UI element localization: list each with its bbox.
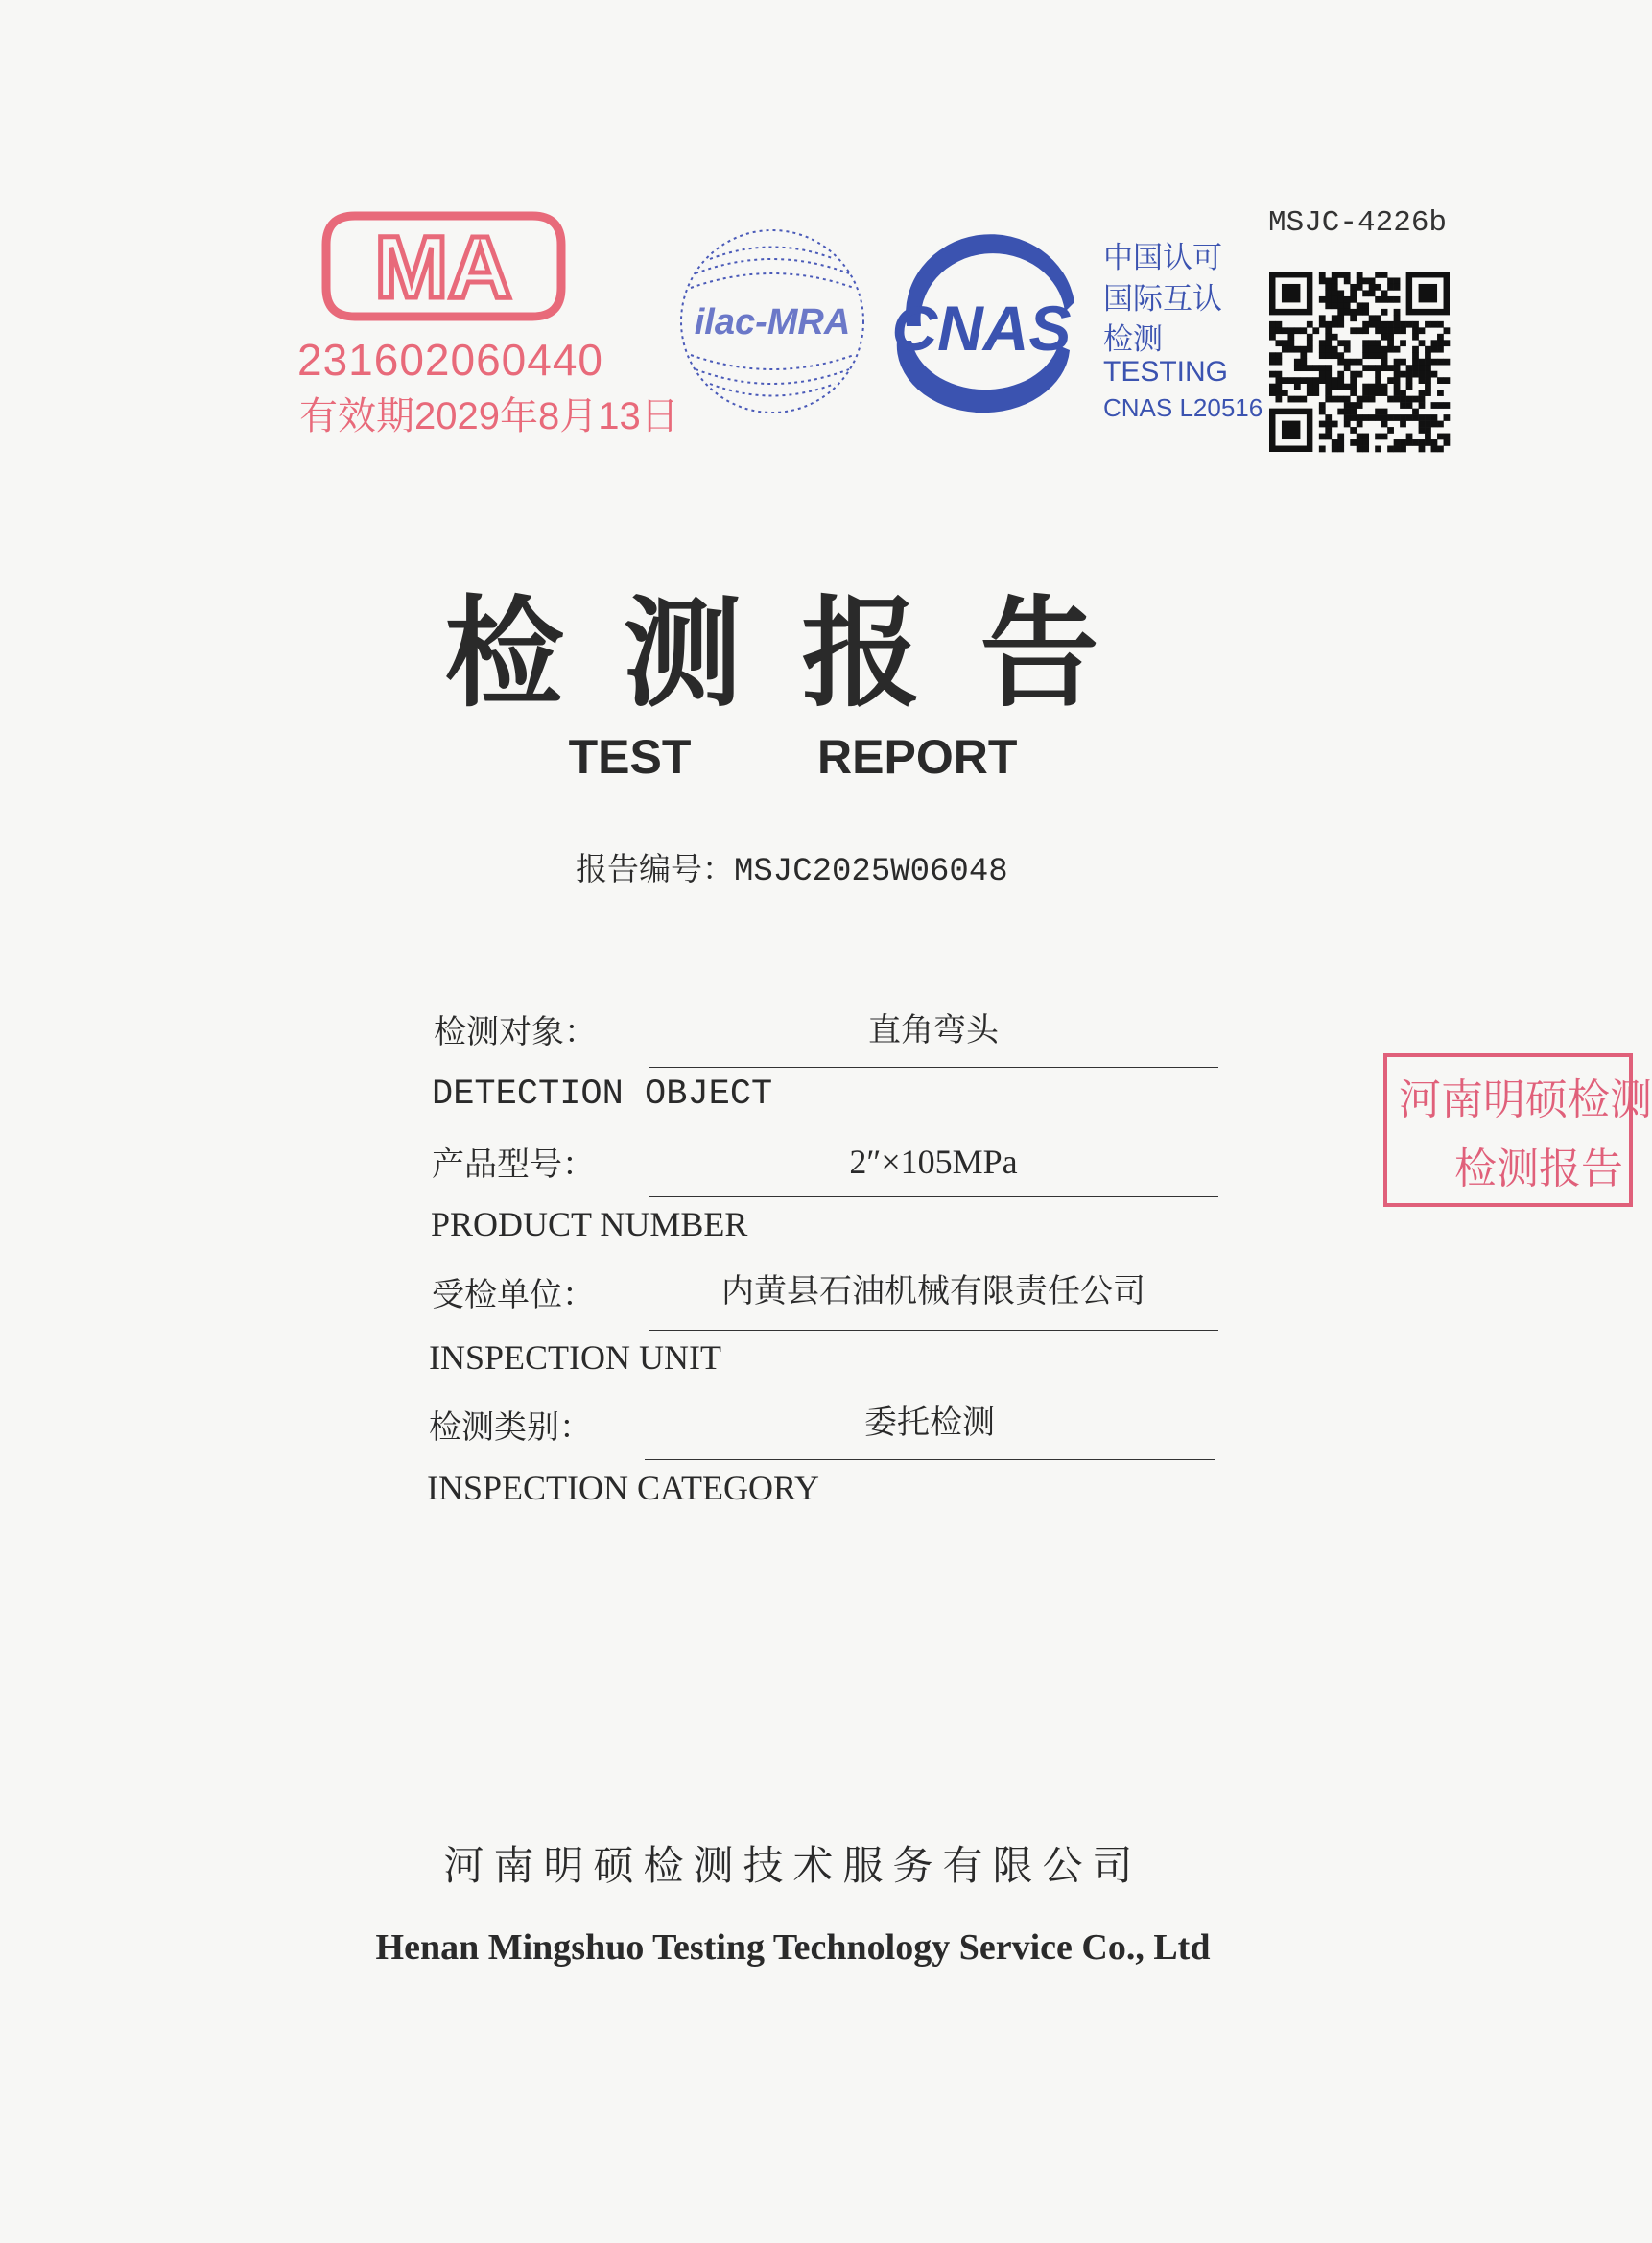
qr-code: [1269, 272, 1450, 452]
stamp-line1: 河南明硕检测: [1399, 1075, 1652, 1124]
stamp-line2: 检测报告: [1454, 1145, 1623, 1193]
report-title-cn: 检测报告: [444, 584, 1159, 723]
cnas-logo: [868, 235, 1098, 408]
inspection-unit-label: 受检单位：: [432, 1276, 595, 1314]
company-name-en: Henan Mingshuo Testing Technology Service Co., Ltd: [375, 1927, 1211, 1968]
product-number-label: 产品型号：: [432, 1145, 595, 1184]
report-number-label: 报告编号：: [576, 850, 734, 887]
product-number-label-en: PRODUCT NUMBER: [431, 1205, 748, 1243]
cma-number: 231602060440: [297, 335, 603, 385]
inspection-category-value: 委托检测: [864, 1404, 995, 1442]
product-number-underline: [649, 1196, 1218, 1197]
cnas-cert-number: CNAS L20516: [1103, 393, 1263, 422]
company-stamp: [1383, 1053, 1652, 1207]
detection-object-label-en: DETECTION OBJECT: [432, 1074, 773, 1115]
detection-object-label: 检测对象：: [434, 1013, 597, 1051]
product-number-value: 2″×105MPa: [849, 1143, 1018, 1181]
report-number: [576, 844, 1008, 890]
ilac-mra-logo: [672, 221, 873, 422]
report-number-value: MSJC2025W06048: [734, 854, 1008, 890]
inspection-category-label: 检测类别：: [429, 1408, 592, 1447]
cnas-cn-line3: 检测: [1103, 322, 1163, 357]
inspection-unit-value: 内黄县石油机械有限责任公司: [721, 1272, 1145, 1310]
cnas-logo-text: CNAS: [891, 293, 1072, 364]
form-code: MSJC-4226b: [1268, 206, 1448, 240]
cnas-cn-line2: 国际互认: [1103, 282, 1222, 317]
detection-object-value: 直角弯头: [868, 1011, 999, 1050]
company-name-cn: 河南明硕检测技术服务有限公司: [443, 1842, 1143, 1889]
inspection-unit-underline: [649, 1330, 1218, 1331]
report-title-en: TEST REPORT: [568, 730, 1018, 784]
cma-logo-text: MA: [374, 219, 512, 317]
cnas-cn-line1: 中国认可: [1103, 241, 1222, 275]
inspection-unit-label-en: INSPECTION UNIT: [429, 1338, 721, 1377]
inspection-category-label-en: INSPECTION CATEGORY: [427, 1469, 820, 1507]
ilac-logo-text: ilac-MRA: [694, 302, 851, 342]
cma-validity: 有效期2029年8月13日: [299, 395, 679, 437]
cnas-en-line: TESTING: [1103, 356, 1229, 388]
cma-logo: [317, 206, 571, 326]
detection-object-underline: [649, 1067, 1218, 1068]
inspection-category-underline: [645, 1459, 1215, 1460]
